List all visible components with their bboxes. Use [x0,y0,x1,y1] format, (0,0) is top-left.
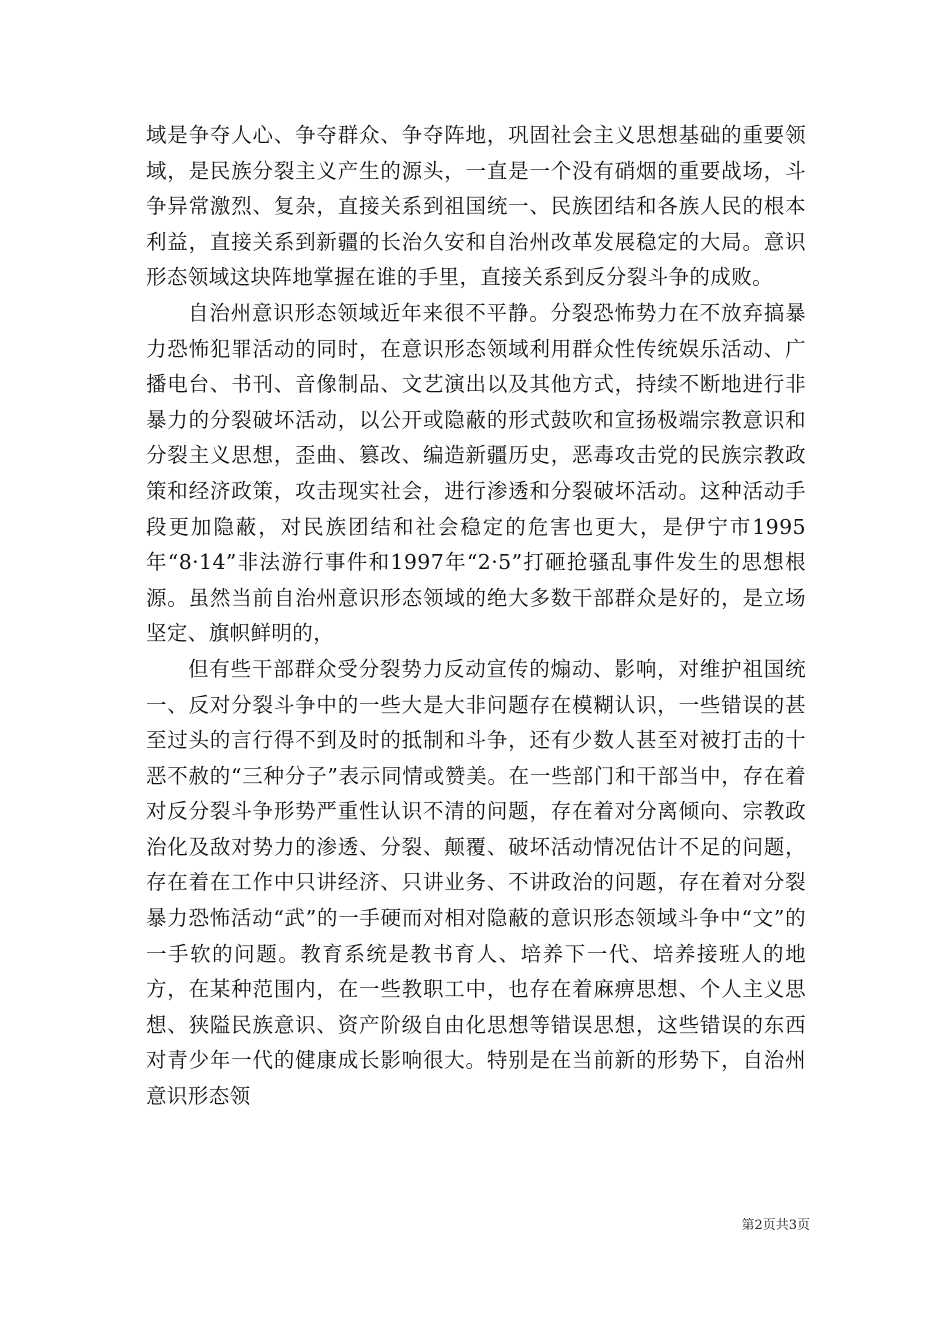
paragraph-3: 但有些干部群众受分裂势力反动宣传的煽动、影响，对维护祖国统一、反对分裂斗争中的一些大是大非问题存在模糊认识，一些错误的甚至过头的言行得不到及时的抵制和斗争，还有少数人甚至对被打击的十恶不赦的“三种分子”表示同情或赞美。在一些部门和干部当中，存在着对反分裂斗争形势严重性认识不清的问题，存在着对分离倾向、宗教政治化及敌对势力的渗透、分裂、颠覆、破坏活动情况估计不足的问题，存在着在工作中只讲经济、只讲业务、不讲政治的问题，存在着对分裂暴力恐怖活动“武”的一手硬而对相对隐蔽的意识形态领域斗争中“文”的一手软的问题。教育系统是教书育人、培养下一代、培养接班人的地方，在某种范围内，在一些教职工中，也存在着麻痹思想、个人主义思想、狭隘民族意识、资产阶级自由化思想等错误思想，这些错误的东西对青少年一代的健康成长影响很大。特别是在当前新的形势下，自治州意识形态领 [146,656,806,1109]
document-body [146,118,806,1115]
paragraph-2: 自治州意识形态领域近年来很不平静。分裂恐怖势力在不放弃搞暴力恐怖犯罪活动的同时，在意识形态领域利用群众性传统娱乐活动、广播电台、书刊、音像制品、文艺演出以及其他方式，持续不断地进行非暴力的分裂破坏活动，以公开或隐蔽的形式鼓吹和宣扬极端宗教意识和分裂主义思想，歪曲、篡改、编造新疆历史，恶毒攻击党的民族宗教政策和经济政策，攻击现实社会，进行渗透和分裂破坏活动。这种活动手段更加隐蔽，对民族团结和社会稳定的危害也更大，是伊宁市1995年“8·14”非法游行事件和1997年“2·5”打砸抢骚乱事件发生的思想根源。虽然当前自治州意识形态领域的绝大多数干部群众是好的，是立场坚定、旗帜鲜明的， [146,300,806,646]
page-number: 第2页共3页 [741,1218,810,1233]
paragraph-1: 域是争夺人心、争夺群众、争夺阵地，巩固社会主义思想基础的重要领域，是民族分裂主义产生的源头，一直是一个没有硝烟的重要战场，斗争异常激烈、复杂，直接关系到祖国统一、民族团结和各族人民的根本利益，直接关系到新疆的长治久安和自治州改革发展稳定的大局。意识形态领域这块阵地掌握在谁的手里，直接关系到反分裂斗争的成败。 [146,123,806,290]
